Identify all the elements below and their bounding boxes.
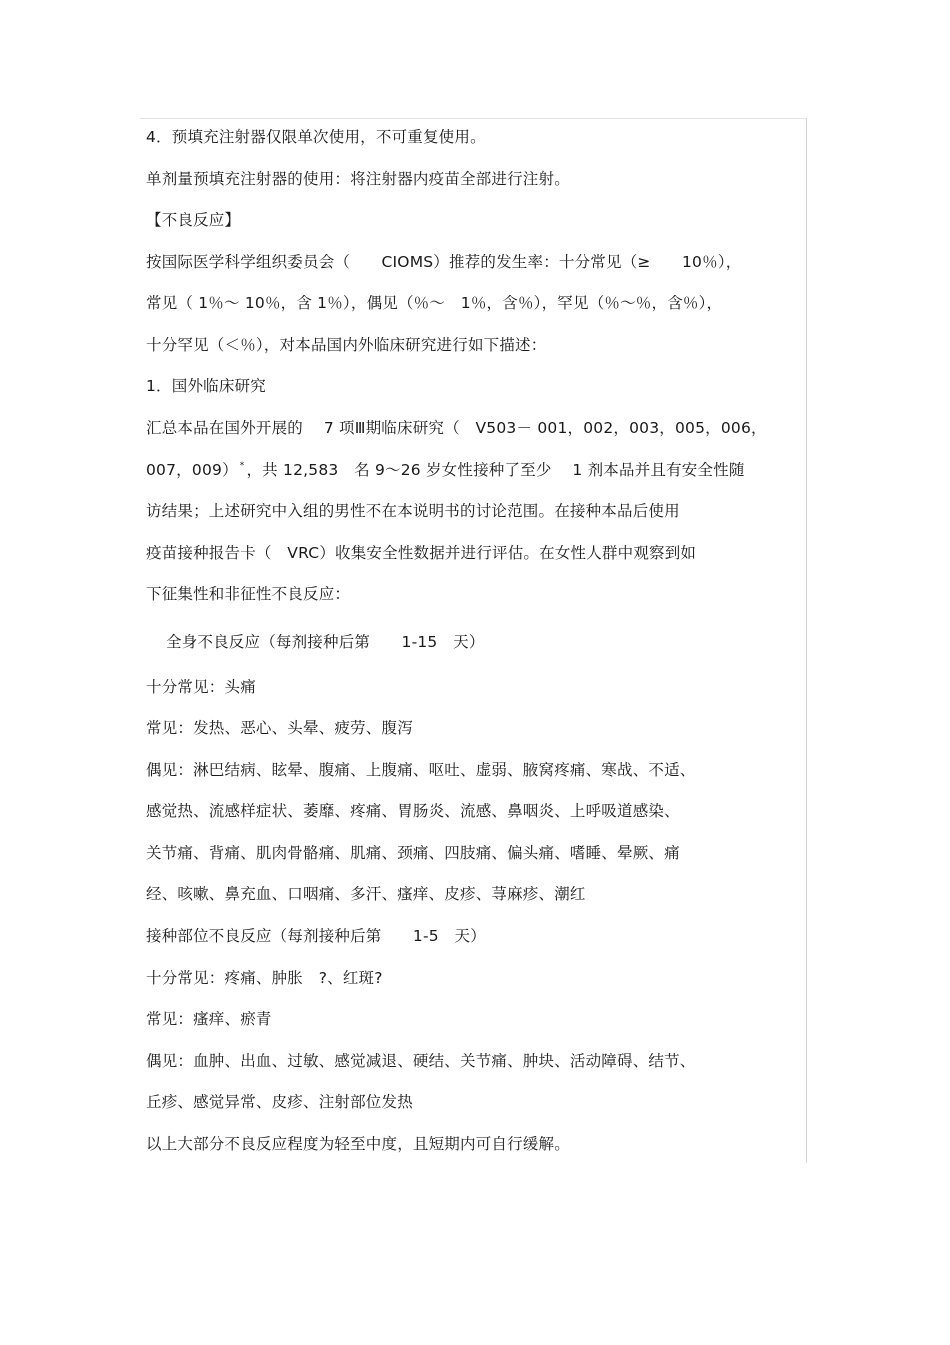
section-heading-adverse-reactions: 【不良反应】 bbox=[146, 211, 241, 229]
text-line-5: 常见（ 1％～ 10％，含 1％），偶见（％～ 1％，含％），罕见（％～％，含％）， bbox=[146, 294, 723, 312]
text-line-6: 十分罕见（＜％），对本品国内外临床研究进行如下描述： bbox=[146, 336, 547, 354]
text-line-17: 感觉热、流感样症状、萎靡、疼痛、胃肠炎、流感、鼻咽炎、上呼吸道感染、 bbox=[146, 802, 680, 820]
text-line-24: 丘疹、感觉异常、皮疹、注射部位发热 bbox=[146, 1093, 413, 1111]
text-line-19: 经、咳嗽、鼻充血、口咽痛、多汗、瘙痒、皮疹、荨麻疹、潮红 bbox=[146, 885, 586, 903]
text-line-9-start: 007，009） bbox=[146, 461, 238, 479]
systemic-reactions-heading: 全身不良反应（每剂接种后第 1-15 天） bbox=[166, 633, 485, 651]
injection-site-reactions-heading: 接种部位不良反应（每剂接种后第 1-5 天） bbox=[146, 927, 486, 945]
text-line-2: 单剂量预填充注射器的使用：将注射器内疫苗全部进行注射。 bbox=[146, 170, 570, 188]
text-line-15: 常见：发热、恶心、头晕、疲劳、腹泻 bbox=[146, 719, 413, 737]
text-line-9-end: ，共 12,583 名 9～26 岁女性接种了至少 1 剂本品并且有安全性随 bbox=[246, 461, 745, 479]
text-line-11: 疫苗接种报告卡（ VRC）收集安全性数据并进行评估。在女性人群中观察到如 bbox=[146, 544, 697, 562]
text-line-8: 汇总本品在国外开展的 7 项Ⅲ期临床研究（ V503－ 001，002，003，005，006， bbox=[146, 419, 767, 437]
text-line-9 bbox=[146, 460, 745, 483]
text-line-16: 偶见：淋巴结病、眩晕、腹痛、上腹痛、呕吐、虚弱、腋窝疼痛、寒战、不适、 bbox=[146, 761, 696, 779]
text-line-4: 按国际医学科学组织委员会（ CIOMS）推荐的发生率：十分常见（≥ 10％）， bbox=[146, 253, 742, 271]
subsection-heading-foreign-trials: 1．国外临床研究 bbox=[146, 377, 266, 395]
text-line-14: 十分常见：头痛 bbox=[146, 678, 256, 696]
text-line-25: 以上大部分不良反应程度为轻至中度，且短期内可自行缓解。 bbox=[146, 1135, 570, 1153]
text-line-21: 十分常见：疼痛、肿胀 ?、红斑? bbox=[146, 969, 383, 987]
text-line-1: 4．预填充注射器仅限单次使用，不可重复使用。 bbox=[146, 128, 486, 146]
text-line-12: 下征集性和非征性不良反应： bbox=[146, 585, 351, 603]
text-line-10: 访结果；上述研究中入组的男性不在本说明书的讨论范围。在接种本品后使用 bbox=[146, 502, 680, 520]
text-line-22: 常见：瘙痒、瘀青 bbox=[146, 1010, 272, 1028]
superscript-mark: * bbox=[239, 461, 245, 471]
text-line-23: 偶见：血肿、出血、过敏、感觉减退、硬结、关节痛、肿块、活动障碍、结节、 bbox=[146, 1052, 696, 1070]
text-line-18: 关节痛、背痛、肌肉骨骼痛、肌痛、颈痛、四肢痛、偏头痛、嗜睡、晕厥、痛 bbox=[146, 844, 680, 862]
